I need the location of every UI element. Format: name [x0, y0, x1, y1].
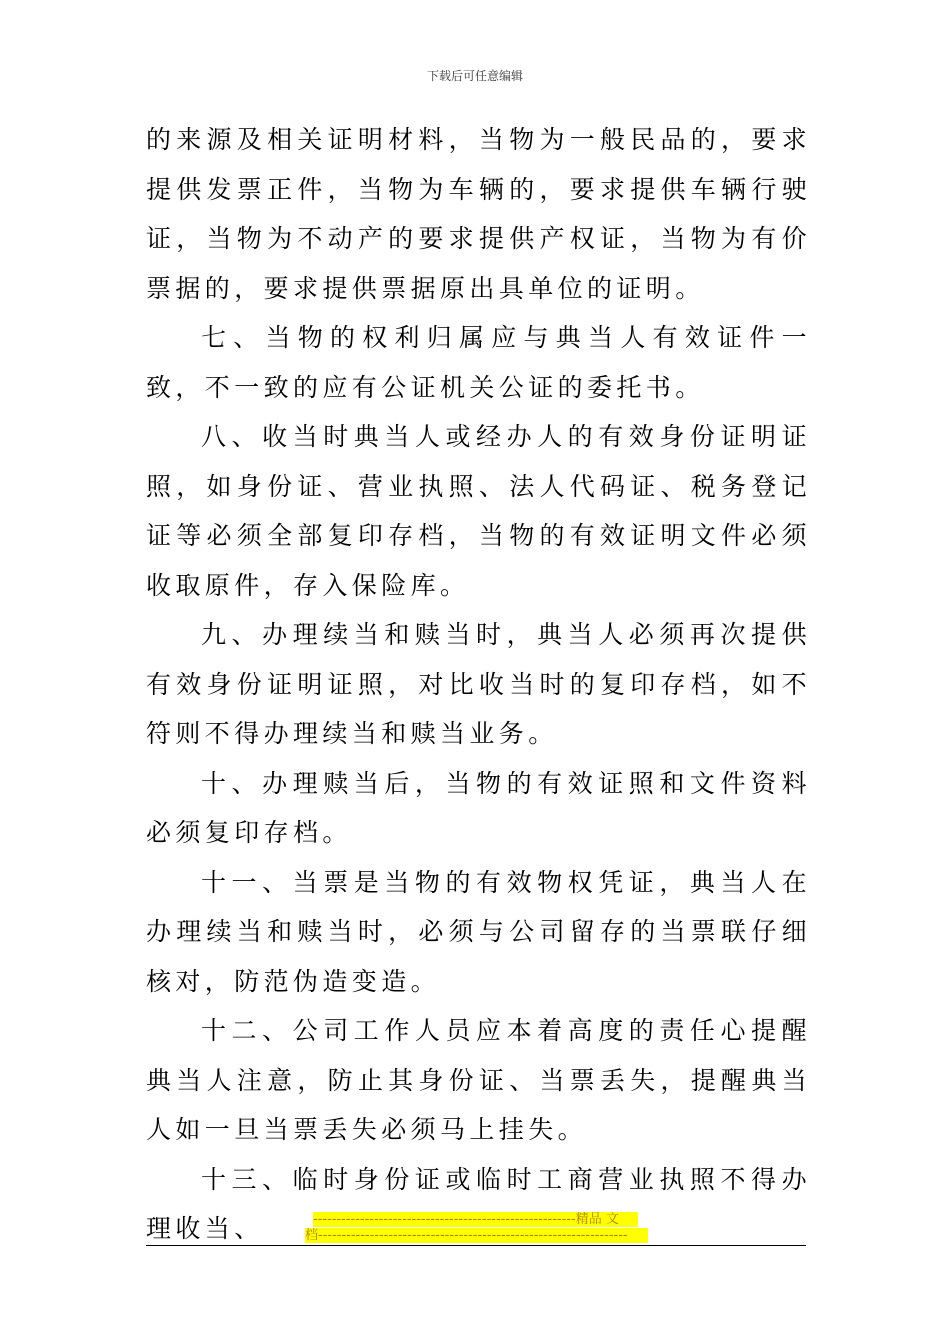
- paragraph-item-13: 十三、临时身份证或临时工商营业执照不得办理收当、: [146, 1164, 811, 1243]
- footer-divider: [146, 1245, 806, 1246]
- paragraph-item-11: 十一、当票是当物的有效物权凭证，典当人在办理续当和赎当时，必须与公司留存的当票联仔细核对，防范伪造变造。: [146, 867, 811, 996]
- page-header-note: 下载后可任意编辑: [426, 69, 523, 83]
- paragraph-item-7: 七、当物的权利归属应与典当人有效证件一致，不一致的应有公证机关公证的委托书。: [146, 323, 811, 402]
- document-body: [146, 115, 811, 1254]
- footer-watermark-line-2: 档------------------------------------------------------------------: [305, 1228, 648, 1243]
- footer-watermark-line-1: --------------------------------------------------------精品 文: [313, 1212, 638, 1227]
- paragraph-item-8: 八、收当时典当人或经办人的有效身份证明证照，如身份证、营业执照、法人代码证、税务登记证等必须全部复印存档，当物的有效证明文件必须收取原件，存入保险库。: [146, 422, 811, 600]
- paragraph-item-9: 九、办理续当和赎当时，典当人必须再次提供有效身份证明证照，对比收当时的复印存档，如不符则不得办理续当和赎当业务。: [146, 620, 811, 748]
- paragraph-continued: 的来源及相关证明材料，当物为一般民品的，要求提供发票正件，当物为车辆的，要求提供车辆行驶证，当物为不动产的要求提供产权证，当物为有价票据的，要求提供票据原出具单位的证明。: [146, 125, 811, 303]
- paragraph-item-12: 十二、公司工作人员应本着高度的责任心提醒典当人注意，防止其身份证、当票丢失，提醒典当人如一旦当票丢失必须马上挂失。: [146, 1016, 811, 1144]
- paragraph-item-10: 十、办理赎当后，当物的有效证照和文件资料必须复印存档。: [146, 768, 811, 847]
